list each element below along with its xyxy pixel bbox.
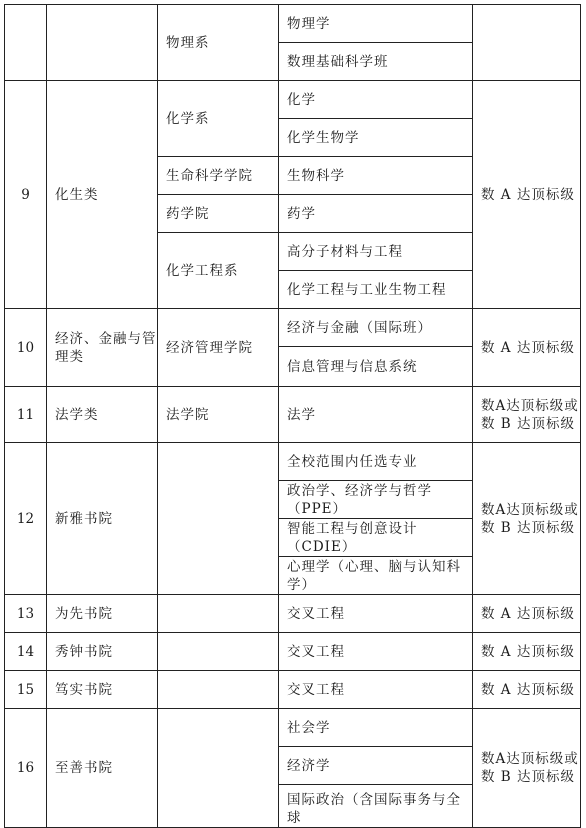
table-row: [5, 387, 581, 443]
admission-table: [4, 4, 581, 828]
major-cell: 交叉工程: [279, 633, 473, 671]
department-cell: [158, 709, 279, 828]
table-row: [5, 5, 581, 43]
major-cell: 交叉工程: [279, 595, 473, 633]
row-number-cell: 13: [5, 595, 47, 633]
category-cell: 至善书院: [47, 709, 158, 828]
category-cell: 新雅书院: [47, 443, 158, 595]
major-cell: 化学生物学: [279, 119, 473, 157]
major-cell: 经济学: [279, 747, 473, 785]
row-number-cell: 10: [5, 309, 47, 387]
department-cell: [158, 633, 279, 671]
department-cell: [158, 671, 279, 709]
department-cell: 化学系: [158, 81, 279, 157]
requirement-cell: [473, 5, 581, 81]
department-cell: 化学工程系: [158, 233, 279, 309]
category-cell: 经济、金融与管理类: [47, 309, 158, 387]
requirement-cell: 数A达顶标级或数 B 达顶标级: [473, 443, 581, 595]
row-number-cell: 11: [5, 387, 47, 443]
department-cell: [158, 595, 279, 633]
requirement-cell: 数 A 达顶标级: [473, 633, 581, 671]
category-cell: [47, 5, 158, 81]
category-cell: 秀钟书院: [47, 633, 158, 671]
table-row: [5, 309, 581, 347]
major-cell: 智能工程与创意设计（CDIE）: [279, 519, 473, 557]
requirement-cell: 数 A 达顶标级: [473, 81, 581, 309]
category-cell: 化生类: [47, 81, 158, 309]
major-cell: 化学: [279, 81, 473, 119]
major-cell: 心理学（心理、脑与认知科学）: [279, 557, 473, 595]
major-cell: 全校范围内任选专业: [279, 443, 473, 481]
department-cell: 物理系: [158, 5, 279, 81]
major-cell: 药学: [279, 195, 473, 233]
table-row: [5, 709, 581, 747]
row-number-cell: 9: [5, 81, 47, 309]
requirement-cell: 数 A 达顶标级: [473, 671, 581, 709]
department-cell: 药学院: [158, 195, 279, 233]
department-cell: 法学院: [158, 387, 279, 443]
category-cell: 法学类: [47, 387, 158, 443]
major-cell: 政治学、经济学与哲学（PPE）: [279, 481, 473, 519]
major-cell: 国际政治（含国际事务与全球: [279, 785, 473, 828]
row-number-cell: 12: [5, 443, 47, 595]
category-cell: 为先书院: [47, 595, 158, 633]
requirement-cell: 数 A 达顶标级: [473, 309, 581, 387]
row-number-cell: 15: [5, 671, 47, 709]
department-cell: 经济管理学院: [158, 309, 279, 387]
major-cell: 经济与金融（国际班）: [279, 309, 473, 347]
major-cell: 高分子材料与工程: [279, 233, 473, 271]
requirement-cell: 数A达顶标级或数 B 达顶标级: [473, 709, 581, 828]
major-cell: 化学工程与工业生物工程: [279, 271, 473, 309]
department-cell: [158, 443, 279, 595]
row-number-cell: [5, 5, 47, 81]
major-cell: 物理学: [279, 5, 473, 43]
table-row: [5, 671, 581, 709]
row-number-cell: 14: [5, 633, 47, 671]
major-cell: 交叉工程: [279, 671, 473, 709]
table-row: [5, 443, 581, 481]
table-row: [5, 595, 581, 633]
row-number-cell: 16: [5, 709, 47, 828]
requirement-cell: 数 A 达顶标级: [473, 595, 581, 633]
major-cell: 法学: [279, 387, 473, 443]
major-cell: 社会学: [279, 709, 473, 747]
requirement-cell: 数A达顶标级或数 B 达顶标级: [473, 387, 581, 443]
department-cell: 生命科学学院: [158, 157, 279, 195]
table-row: [5, 633, 581, 671]
category-cell: 笃实书院: [47, 671, 158, 709]
major-cell: 数理基础科学班: [279, 43, 473, 81]
major-cell: 生物科学: [279, 157, 473, 195]
major-cell: 信息管理与信息系统: [279, 347, 473, 387]
table-row: [5, 81, 581, 119]
